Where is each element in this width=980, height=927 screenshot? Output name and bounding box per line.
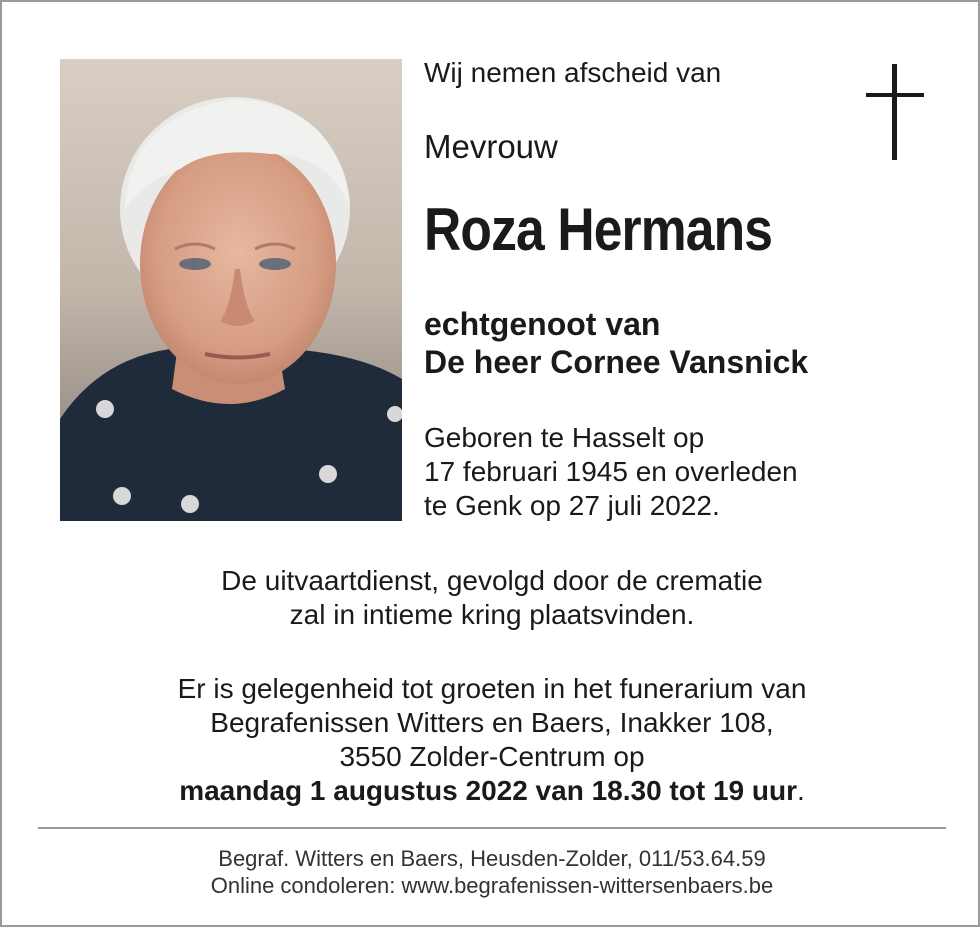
- birth-death-info: [424, 421, 798, 523]
- visit-time-line: [2, 774, 980, 808]
- footer: [2, 845, 980, 899]
- birth-line: Geboren te Hasselt op: [424, 422, 705, 453]
- cross-icon: [866, 64, 924, 162]
- visit-line: Begrafenissen Witters en Baers, Inakker 108,: [210, 707, 774, 738]
- service-line: zal in intieme kring plaatsvinden.: [289, 599, 695, 630]
- footer-condolence: Online condoleren: www.begrafenissen-wittersenbaers.be: [210, 873, 774, 898]
- honorific: Mevrouw: [424, 128, 558, 165]
- spouse-relation: echtgenoot van: [424, 306, 661, 342]
- birth-line: te Genk op 27 juli 2022.: [424, 490, 720, 521]
- visit-time: maandag 1 augustus 2022 van 18.30 tot 19 uur: [179, 775, 797, 806]
- visitation-info: [2, 672, 980, 808]
- visit-line: Er is gelegenheid tot groeten in het funerarium van: [177, 673, 807, 704]
- portrait-photo: [60, 59, 402, 521]
- divider: [38, 827, 946, 829]
- footer-contact: Begraf. Witters en Baers, Heusden-Zolder, 011/53.64.59: [218, 846, 766, 871]
- birth-line: 17 februari 1945 en overleden: [424, 456, 798, 487]
- service-info: [2, 564, 980, 632]
- portrait-illustration: [60, 59, 402, 521]
- visit-time-period: .: [797, 775, 805, 806]
- service-line: De uitvaartdienst, gevolgd door de crematie: [221, 565, 763, 596]
- spouse-name: De heer Cornee Vansnick: [424, 344, 809, 380]
- visit-line: 3550 Zolder-Centrum op: [339, 741, 645, 772]
- deceased-name: Roza Hermans: [424, 196, 773, 263]
- intro-text: Wij nemen afscheid van: [424, 57, 722, 88]
